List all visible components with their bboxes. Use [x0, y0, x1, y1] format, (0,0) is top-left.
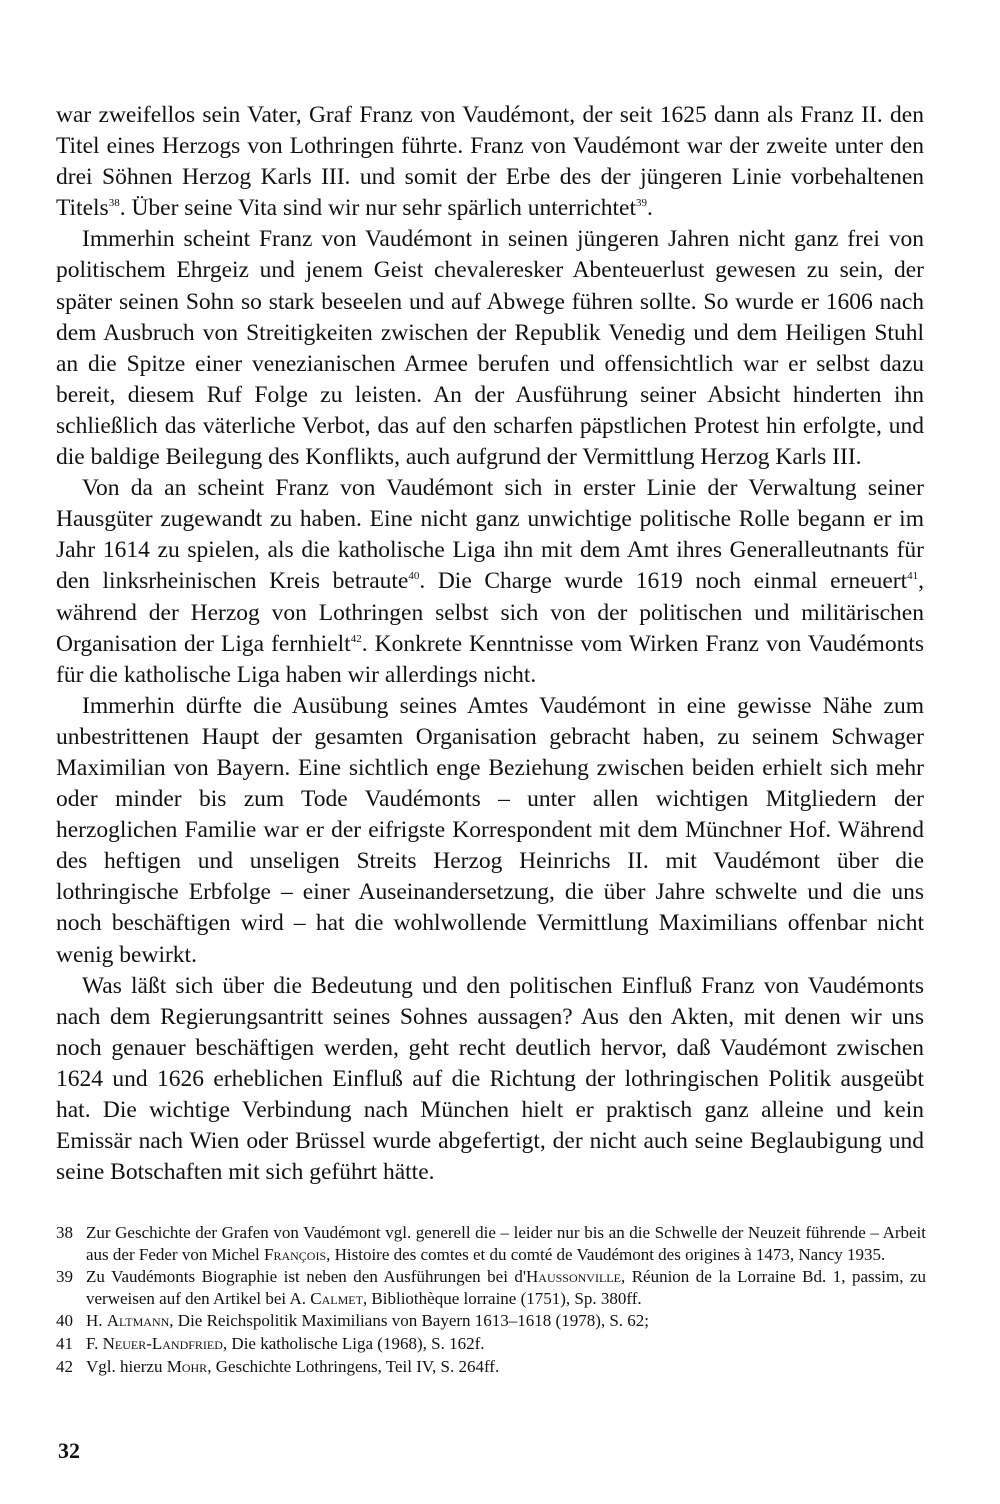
author-name: Neuer-Landfried [102, 1333, 223, 1353]
text-segment: Immerhin scheint Franz von Vaudémont in seinen jüngeren Jahren nicht ganz frei von politischem Ehrgeiz und jenem Geist chevaleresker Abenteuerlust gewesen zu sein, der später seinen Sohn so stark beseelen und auf Abwege führen sollte. So wurde er 1606 nach dem Ausbruch von Streitigkeiten zwischen der Republik Venedig und dem Heiligen Stuhl an die Spitze einer venezianischen Armee berufen und offensichtlich war er selbst dazu bereit, diesem Ruf Folge zu leisten. An der Ausführung seiner Absicht hinderten ihn schließlich das väterliche Verbot, das auf den scharfen päpstlichen Protest hin erfolgte, und die baldige Beilegung des Konflikts, auch aufgrund der Vermittlung Herzog Karls III. [56, 226, 924, 471]
footnote-text: F. [86, 1333, 103, 1353]
footnote-number: 38 [56, 1223, 73, 1242]
footnote-text: Zu Vaudémonts Biographie ist neben den Ausführungen bei d' [86, 1267, 526, 1287]
footnote-ref-42: 42 [350, 632, 362, 645]
page-number: 32 [58, 1438, 80, 1463]
paragraph-2 [56, 224, 924, 473]
author-name: François [263, 1244, 327, 1264]
footnote-ref-41: 41 [907, 570, 919, 583]
footnote-text: H. [86, 1311, 107, 1331]
text-segment: Was läßt sich über die Bedeutung und den politischen Einfluß Franz von Vaudémonts nach dem Regierungsantritt seines Sohnes aussagen? Aus den Akten, mit denen wir uns noch genauer beschäftigen werden, geht recht deutlich hervor, daß Vaudémont zwischen 1624 und 1626 erheblichen Einfluß auf die Richtung der lothringischen Politik ausgeübt hat. Die wichtige Verbindung nach München hielt er praktisch ganz alleine und kein Emissär nach Wien oder Brüssel wurde abgefertigt, der nicht auch seine Beglaubigung und seine Botschaften mit sich geführt hätte. [56, 972, 924, 1186]
footnote-ref-38: 38 [108, 197, 120, 210]
author-name: Mohr [166, 1356, 208, 1376]
footnote-41 [56, 1333, 926, 1355]
footnote-ref-39: 39 [636, 197, 648, 210]
text-segment: Von da an scheint Franz von Vaudémont sich in erster Linie der Verwaltung seiner Hausgüter zugewandt zu haben. Eine nicht ganz unwichtige politische Rolle begann er im Jahr 1614 zu spielen, als die katholische Liga ihn mit dem Amt ihres Generalleutnants für den linksrheinischen Kreis betraute [56, 475, 924, 595]
text-segment: war zweifellos sein Vater, Graf Franz von Vaudémont, der seit 1625 dann als Franz II. den Titel eines Herzogs von Lothringen führte. Franz von Vaudémont war der zweite unter den drei Söhnen Herzog Karls III. und somit der Erbe des der jüngeren Linie vorbehaltenen Titels [56, 102, 924, 222]
text-segment: . Über seine Vita sind wir nur sehr spärlich unterrichtet [119, 195, 637, 222]
footnote-39 [56, 1266, 926, 1309]
footnote-number: 39 [56, 1267, 73, 1287]
footnote-40 [56, 1310, 926, 1332]
author-name: Haussonville [526, 1267, 621, 1287]
footnote-text: , Histoire des comtes et du comté de Vaudémont des origines à 1473, Nancy 1935. [326, 1244, 886, 1264]
text-segment: . [647, 195, 653, 222]
footnote-text: Vgl. hierzu [86, 1356, 167, 1376]
body-text [56, 100, 924, 1188]
paragraph-3 [56, 473, 924, 691]
footnote-number: 40 [56, 1311, 73, 1331]
text-segment: , während der Herzog von Lothringen selbst sich von der politischen und militärischen Organisation der Liga fernhielt [56, 568, 924, 657]
text-segment: . Die Charge wurde 1619 noch einmal erneuert [419, 568, 908, 595]
text-segment: Immerhin dürfte die Ausübung seines Amtes Vaudémont in eine gewisse Nähe zum unbestrittenen Haupt der gesamten Organisation gebracht haben, zu seinem Schwager Maximilian von Bayern. Eine sichtlich enge Beziehung zwischen beiden erhielt sich mehr oder minder bis zum Tode Vaudémonts – unter allen wichtigen Mitgliedern der herzoglichen Familie war er der eifrigste Korrespondent mit dem Münchner Hof. Während des heftigen und unseligen Streits Herzog Heinrichs II. mit Vaudémont über die lothringische Erbfolge – einer Auseinandersetzung, die über Jahre schwelte und die uns noch beschäftigen wird – hat die wohlwollende Vermittlung Maximilians offenbar nicht wenig bewirkt. [56, 692, 924, 968]
text-segment: . Konkrete Kenntnisse vom Wirken Franz von Vaudémonts für die katholische Liga haben wir allerdings nicht. [56, 630, 924, 688]
footnote-text: , Réunion de la Lorraine Bd. 1, passim, zu verweisen auf den Artikel bei A. [86, 1267, 926, 1308]
footnote-text: , Geschichte Lothringens, Teil IV, S. 264ff. [207, 1356, 500, 1376]
paragraph-1 [56, 100, 924, 224]
paragraph-5 [56, 971, 924, 1189]
footnote-ref-40: 40 [408, 570, 420, 583]
footnote-42 [56, 1356, 926, 1378]
footnote-number: 41 [56, 1333, 73, 1353]
footnote-text: , Die katholische Liga (1968), S. 162f. [222, 1333, 485, 1353]
footnote-38 [56, 1222, 926, 1265]
author-name: Calmet [310, 1288, 363, 1308]
paragraph-4 [56, 691, 924, 971]
footnote-number: 42 [56, 1356, 73, 1376]
footnote-text: , Bibliothèque lorraine (1751), Sp. 380ff. [362, 1288, 642, 1308]
footnote-text: Zur Geschichte der Grafen von Vaudémont vgl. generell die – leider nur bis an die Schwelle der Neuzeit führende – Arbeit aus der Feder von Michel [86, 1223, 926, 1264]
author-name: Altmann [106, 1311, 170, 1331]
footnotes [56, 1222, 926, 1378]
footnote-text: , Die Reichspolitik Maximilians von Bayern 1613–1618 (1978), S. 62; [169, 1311, 650, 1331]
